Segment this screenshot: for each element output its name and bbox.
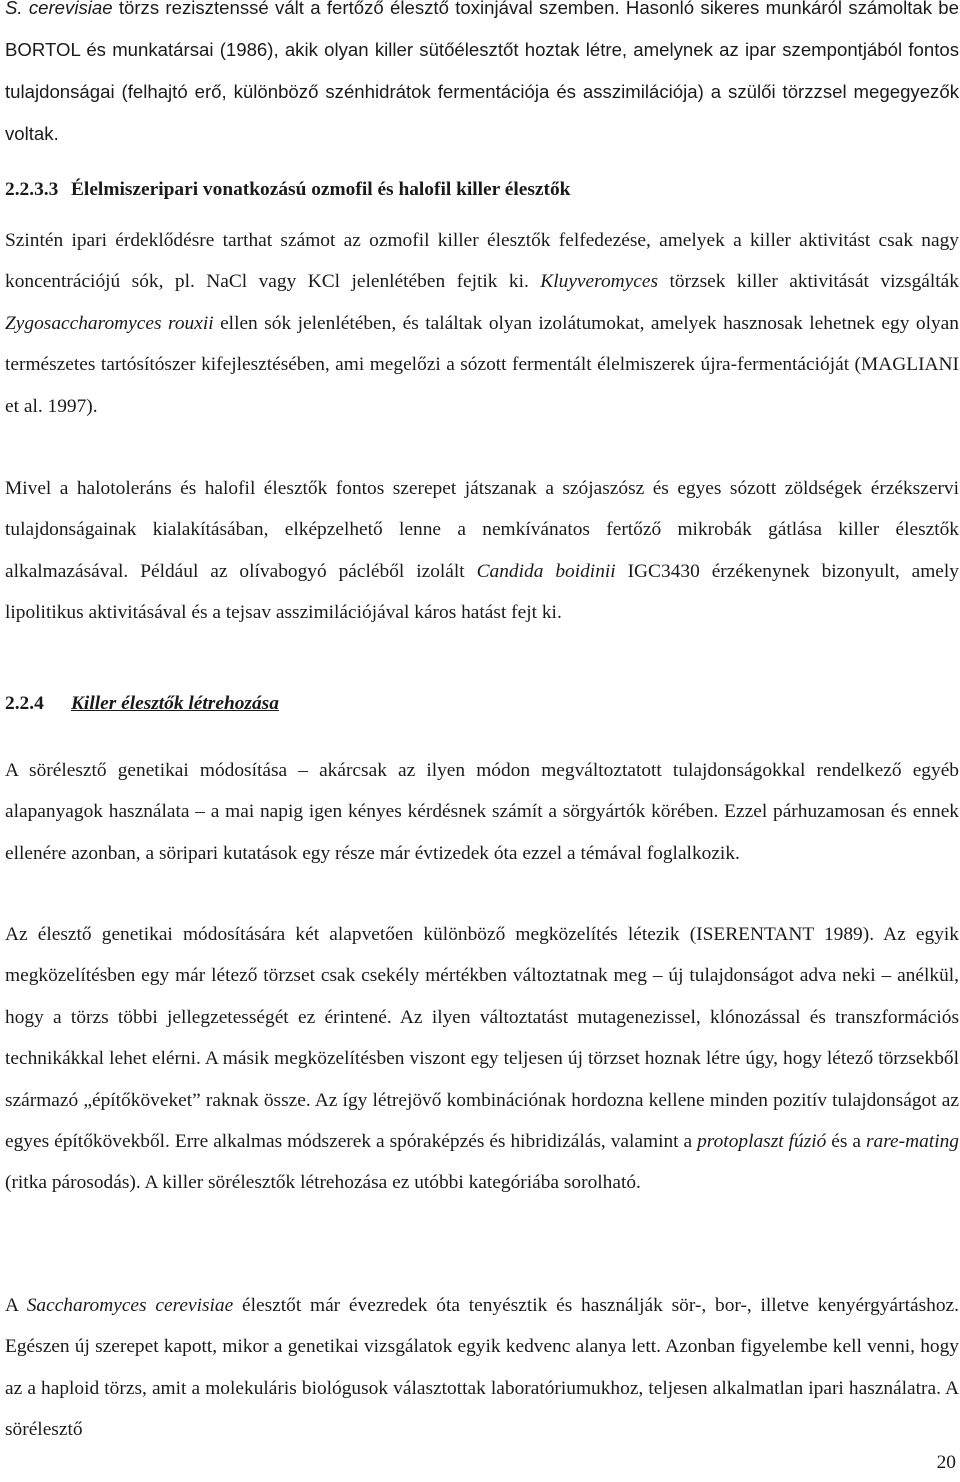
paragraph-text: Szintén ipari érdeklődésre tarthat számot az ozmofil killer élesztők felfedezése, amelyek a killer aktivitást csak nagy koncentrációjú sók, pl. NaCl vagy KCl jelenlétében fejtik ki. <box>5 230 959 293</box>
species-name: Kluyveromyces <box>540 271 659 293</box>
paragraph-saccharomyces <box>5 1285 959 1451</box>
paragraph-halotolerant <box>5 468 959 634</box>
section-heading-creating-killer <box>5 690 279 718</box>
species-name: Saccharomyces cerevisiae <box>26 1295 234 1316</box>
page-number: 20 <box>936 1452 956 1473</box>
section-number: 2.2.4 <box>5 693 44 714</box>
paragraph-genetic-modification <box>5 750 959 874</box>
paragraph-text: (ritka párosodás). A killer sörélesztők létrehozása ez utóbbi kategóriába sorolható. <box>5 1172 641 1194</box>
paragraph-text: törzs rezisztenssé vált a fertőző élesztő toxinjával szemben. Hasonló sikeres munkáról számoltak be BORTOL és munkatársai (1986), akik olyan killer sütőélesztőt hoztak létre, amelynek az ipar szempontjából fontos tulajdonságai (felhajtó erő, különböző szénhidrátok fermentációja és asszimilációja) a szülői törzzsel megegyezők voltak. <box>5 0 959 144</box>
technique-name: rare-mating <box>865 1131 959 1153</box>
paragraph-text: A <box>5 1295 27 1316</box>
paragraph-text: Az élesztő genetikai módosítására két alapvetően különböző megközelítés létezik (ISERENTANT 1989). Az egyik megközelítésben egy már létező törzset csak csekély mértékben változtatnak meg – új tulajdonságot adva neki – anélkül, hogy a törzs többi jellegzetességét ez érintené. Az ilyen változtatást mutagenezissel, klónozással és transzformációs technikákkal lehet elérni. A másik megközelítésben viszont egy teljesen új törzset hoznak létre úgy, hogy létező törzsekből származó „építőköveket” raknak össze. Az így létrejövő kombinációnak hordozna kellene minden pozitív tulajdonságot az egyes építőkövekből. Erre alkalmas módszerek a spóraképzés és hibridizálás, valamint a <box>5 924 959 1153</box>
section-number: 2.2.3.3 <box>5 179 59 200</box>
species-name: Candida boidinii <box>476 560 616 582</box>
section-title: Élelmiszeripari vonatkozású ozmofil és halofil killer élesztők <box>71 179 571 200</box>
paragraph-text: IGC3430 érzékenynek bizonyult, amely lipolitikus aktivitásával és a tejsav asszimilációjával káros hatást fejt ki. <box>5 560 959 624</box>
section-title: Killer élesztők létrehozása <box>71 693 279 714</box>
paragraph-text: A sörélesztő genetikai módosítása – akárcsak az ilyen módon megváltoztatott tulajdonságokkal rendelkező egyéb alapanyagok használata – a mai napig igen kényes kérdésnek számít a sörgyártók körében. Ezzel párhuzamosan és ennek ellenére azonban, a söripari kutatások egy része már évtizedek óta ezzel a témával foglalkozik. <box>5 760 959 864</box>
paragraph-killer-baking-yeast <box>5 0 959 155</box>
section-heading-osmophilic <box>5 176 570 204</box>
paragraph-two-approaches <box>5 914 959 1204</box>
paragraph-text: és a <box>826 1131 866 1153</box>
paragraph-text: törzsek killer aktivitását vizsgálták <box>658 271 959 293</box>
species-name: Zygosaccharomyces rouxii <box>5 312 214 334</box>
paragraph-text: ellen sók jelenlétében, és találtak olyan izolátumokat, amelyek hasznosak lehetnek egy olyan természetes tartósítószer kifejlesztésében, ami megelőzi a sózott fermentált élelmiszerek újra-fermentációját (MAGLIANI et al. 1997). <box>5 312 959 417</box>
paragraph-text: élesztőt már évezredek óta tenyésztik és használják sör-, bor-, illetve kenyérgyártáshoz. Egészen új szerepet kapott, mikor a genetikai vizsgálatok egyik kedvenc alanya lett. Azonban figyelembe kell venni, hogy az a haploid törzs, amit a molekuláris biológusok választottak laboratóriumukhoz, teljesen alkalmatlan ipari használatra. A sörélesztő <box>5 1295 960 1441</box>
species-name: S. cerevisiae <box>5 0 113 18</box>
paragraph-osmophilic-killer <box>5 220 959 427</box>
technique-name: protoplaszt fúzió <box>697 1131 827 1153</box>
paragraph-text: Mivel a halotoleráns és halofil élesztők fontos szerepet játszanak a szójaszósz és egyes sózott zöldségek érzékszervi tulajdonságainak kialakításában, elképzelhető lenne a nemkívánatos fertőző mikrobák gátlása killer élesztők alkalmazásával. Például az olívabogyó pácléből izolált <box>5 478 959 582</box>
